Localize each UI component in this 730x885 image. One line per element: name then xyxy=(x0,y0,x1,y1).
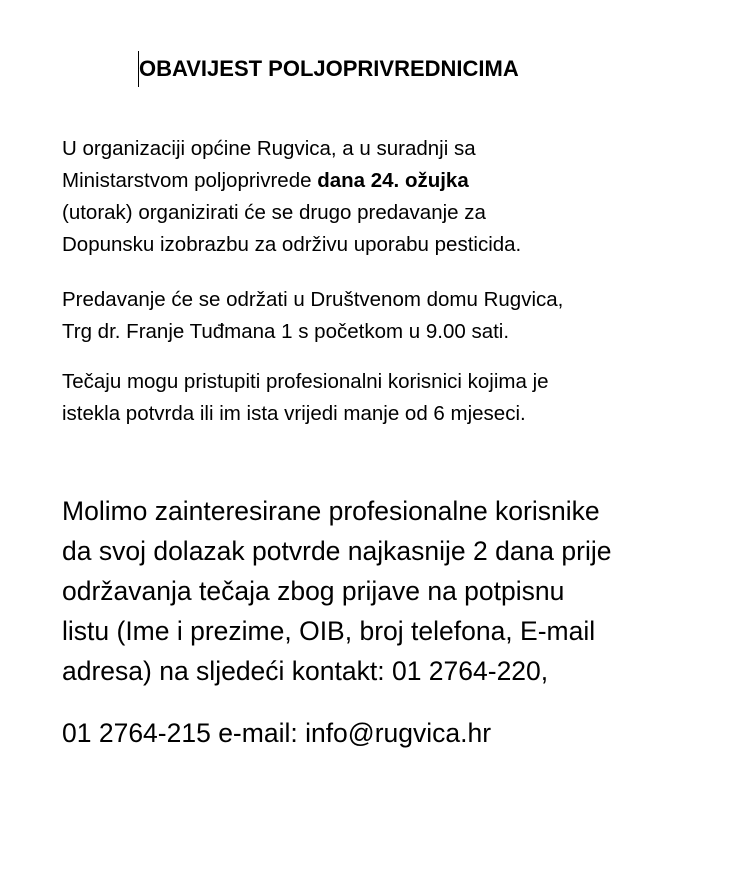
contact-line: 01 2764-215 e-mail: info@rugvica.hr xyxy=(62,718,492,748)
paragraph-line: da svoj dolazak potvrde najkasnije 2 dana prije xyxy=(62,536,612,566)
paragraph-line xyxy=(62,165,702,197)
paragraph-contact xyxy=(62,713,722,753)
paragraph-registration-request xyxy=(62,491,722,691)
document-title: OBAVIJEST POLJOPRIVREDNICIMA xyxy=(139,56,519,81)
paragraph-eligibility xyxy=(62,366,702,430)
paragraph-lecture-announcement xyxy=(62,133,702,261)
paragraph-line: Trg dr. Franje Tuđmana 1 s početkom u 9.00 sati. xyxy=(62,320,510,343)
paragraph-line: Tečaju mogu pristupiti profesionalni korisnici kojima je xyxy=(62,370,549,393)
paragraph-line: Molimo zainteresirane profesionalne korisnike xyxy=(62,496,600,526)
paragraph-line: adresa) na sljedeći kontakt: 01 2764-220, xyxy=(62,656,549,686)
paragraph-line: Dopunsku izobrazbu za održivu uporabu pesticida. xyxy=(62,233,522,256)
paragraph-line: istekla potvrda ili im ista vrijedi manje od 6 mjeseci. xyxy=(62,402,526,425)
lecture-date: dana 24. ožujka xyxy=(317,169,469,192)
paragraph-line: Predavanje će se održati u Društvenom domu Rugvica, xyxy=(62,288,564,311)
paragraph-line: U organizaciji općine Rugvica, a u suradnji sa xyxy=(62,137,476,160)
paragraph-location xyxy=(62,284,702,348)
paragraph-text: Ministarstvom poljoprivrede xyxy=(62,169,318,192)
paragraph-line: listu (Ime i prezime, OIB, broj telefona, E-mail xyxy=(62,616,596,646)
paragraph-line: (utorak) organizirati će se drugo predavanje za xyxy=(62,201,486,224)
paragraph-line: održavanja tečaja zbog prijave na potpisnu xyxy=(62,576,565,606)
